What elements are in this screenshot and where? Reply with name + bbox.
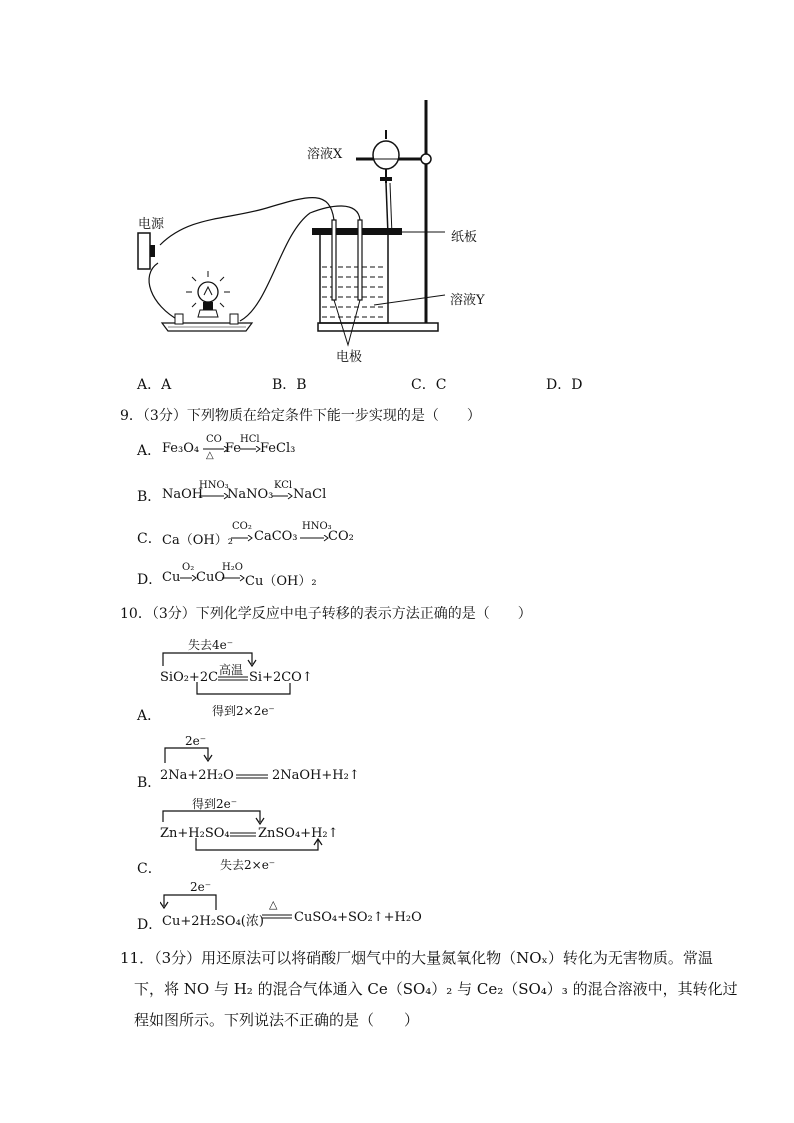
q10-a-top-label: 失去4e⁻ xyxy=(188,638,234,652)
q11-line-3: 程如图所示。下列说法不正确的是（ ） xyxy=(134,1011,420,1029)
q9-stem: 9．（3分）下列物质在给定条件下能一步实现的是（ ） xyxy=(120,408,481,424)
q8-option-b: B．B xyxy=(272,377,307,393)
q9-d-reagent-1: O₂ xyxy=(182,562,195,573)
q10-d-top-label: 2e⁻ xyxy=(190,880,212,894)
q9-b-reagent-2: KCl xyxy=(274,480,293,491)
q10-a-left: SiO₂+2C xyxy=(160,670,219,685)
q8-option-d: D．D xyxy=(546,377,583,393)
q9-b-species-1: NaOH xyxy=(162,487,204,502)
label-electrode: 电极 xyxy=(336,350,363,365)
q9-c-species-3: CO₂ xyxy=(328,529,354,544)
q10-a-bottom-label: 得到2×2e⁻ xyxy=(212,704,275,718)
q10-b-left: 2Na+2H₂O xyxy=(160,768,234,783)
q10-c-left: Zn+H₂SO₄ xyxy=(160,826,230,841)
q9-a-reagent-2: HCl xyxy=(240,434,260,445)
q10-b-top-label: 2e⁻ xyxy=(185,734,207,748)
q11-line-2: 下，将 NO 与 H₂ 的混合气体通入 Ce（SO₄）₂ 与 Ce₂（SO₄）₃ 的混合溶液中，其转化过 xyxy=(134,980,738,998)
q8-option-a: A．A xyxy=(137,377,172,393)
q10-d-left: Cu+2H₂SO₄(浓) xyxy=(162,914,264,929)
q10-b-equals xyxy=(234,773,270,781)
electrolysis-apparatus-figure xyxy=(120,95,560,370)
q9-b-species-2: NaNO₃ xyxy=(227,487,274,502)
q10-a-right: Si+2CO↑ xyxy=(249,670,313,685)
label-solution-y: 溶液Y xyxy=(450,293,485,308)
q10-option-d-letter: D． xyxy=(137,917,163,933)
q9-b-species-3: NaCl xyxy=(293,487,327,502)
q9-option-a-letter: A． xyxy=(137,443,162,459)
q9-d-species-1: Cu xyxy=(162,570,181,585)
q9-option-d-letter: D． xyxy=(137,572,163,588)
q10-c-bottom-label: 失去2×e⁻ xyxy=(220,858,276,872)
q9-c-species-2: CaCO₃ xyxy=(254,529,298,544)
q9-c-arrows xyxy=(228,535,338,543)
q11-line-1: 11．（3分）用还原法可以将硝酸厂烟气中的大量氮氧化物（NOₓ）转化为无害物质。常温 xyxy=(120,949,713,967)
q10-d-right: CuSO₄+SO₂↑+H₂O xyxy=(294,910,422,925)
q10-b-bracket xyxy=(162,745,242,765)
stand-base xyxy=(318,323,438,331)
q10-stem: 10．（3分）下列化学反应中电子转移的表示方法正确的是（ ） xyxy=(120,606,532,622)
q8-option-c: C．C xyxy=(411,377,447,393)
beaker xyxy=(320,235,388,323)
q9-b-reagent-1: HNO₃ xyxy=(199,480,229,491)
separatory-funnel xyxy=(373,130,399,235)
q9-a-condition-1: △ xyxy=(206,450,214,461)
q9-option-b-letter: B． xyxy=(137,489,162,505)
q10-a-condition: 高温 xyxy=(219,663,244,677)
light-bulb-icon xyxy=(186,271,230,317)
q9-a-arrows xyxy=(200,446,270,454)
q10-d-equals xyxy=(260,913,294,921)
q9-c-reagent-2: HNO₃ xyxy=(302,521,332,532)
q9-d-arrows xyxy=(178,575,248,583)
q9-a-species-3: FeCl₃ xyxy=(260,441,296,456)
q9-d-species-3: Cu（OH）₂ xyxy=(245,574,317,589)
q9-b-arrows xyxy=(196,493,296,501)
q10-c-top-label: 得到2e⁻ xyxy=(192,797,238,811)
q9-c-reagent-1: CO₂ xyxy=(232,521,252,532)
q9-a-species-2: Fe xyxy=(225,441,242,456)
q10-option-c-letter: C． xyxy=(137,861,162,877)
q9-a-species-1: Fe₃O₄ xyxy=(162,441,200,456)
q9-d-species-2: CuO xyxy=(196,570,225,585)
q9-a-reagent-1: CO xyxy=(206,434,222,445)
q10-b-right: 2NaOH+H₂↑ xyxy=(272,768,360,783)
paper-board xyxy=(312,228,402,235)
q10-option-b-letter: B． xyxy=(137,775,162,791)
label-solution-x: 溶液X xyxy=(307,147,343,162)
q10-option-a-letter: A． xyxy=(137,708,162,724)
label-power-source: 电源 xyxy=(138,217,165,232)
q10-c-right: ZnSO₄+H₂↑ xyxy=(258,826,339,841)
power-source-icon xyxy=(138,233,155,269)
q10-d-condition: △ xyxy=(269,898,278,911)
label-paper-board: 纸板 xyxy=(451,230,478,245)
q10-d-bracket xyxy=(160,892,240,912)
q9-option-c-letter: C． xyxy=(137,531,162,547)
q9-c-species-1: Ca（OH）₂ xyxy=(162,533,233,548)
q9-d-reagent-2: H₂O xyxy=(222,562,243,573)
